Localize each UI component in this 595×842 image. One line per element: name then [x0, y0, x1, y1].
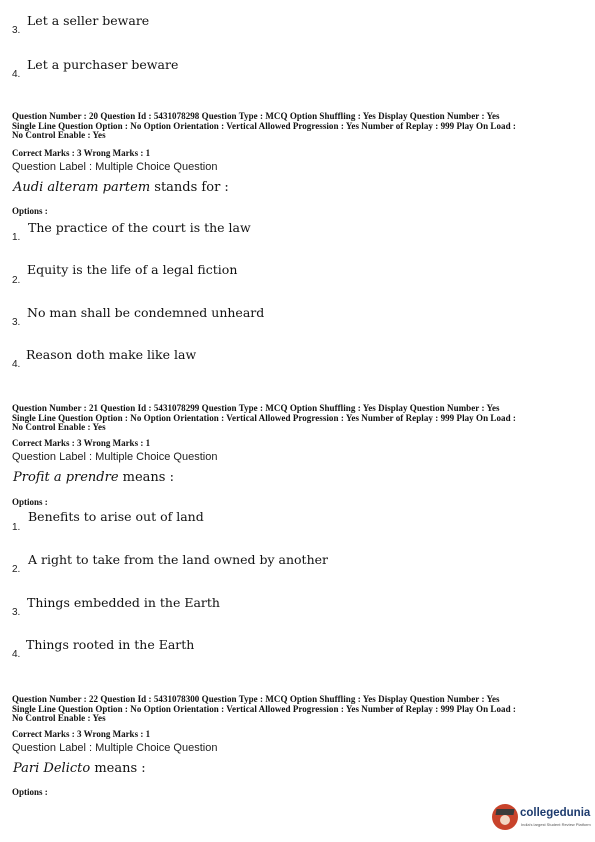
option-text[interactable]: No man shall be condemned unheard: [27, 305, 265, 320]
option-number: 1.: [12, 232, 21, 243]
marks-info: Correct Marks : 3 Wrong Marks : 1: [12, 729, 151, 739]
options-heading: Options :: [12, 497, 48, 507]
question-text: Pari Delicto means :: [13, 761, 146, 776]
question-text: Profit a prendre means :: [13, 470, 174, 485]
question-label: Question Label : Multiple Choice Question: [12, 161, 218, 173]
logo-name: collegedunia: [520, 807, 591, 819]
option-text[interactable]: Reason doth make like law: [26, 347, 197, 362]
option-number: 1.: [12, 522, 21, 533]
option-number: 4.: [12, 69, 21, 80]
question-label: Question Label : Multiple Choice Question: [12, 451, 218, 463]
question-metadata: Question Number : 20 Question Id : 5431078298 Question Type : MCQ Option Shuffling : Yes Display Question Number : Yes Single Line Question Option : No Option Orientation : Vertical Allowed Progression : Yes Number of Replay : 999 Play On Load : No Control Enable : Yes: [12, 111, 516, 140]
option-text[interactable]: The practice of the court is the law: [28, 220, 251, 235]
option-number: 3.: [12, 607, 21, 618]
option-text[interactable]: Let a seller beware: [27, 13, 150, 28]
option-number: 4.: [12, 359, 21, 370]
question-label: Question Label : Multiple Choice Question: [12, 742, 218, 754]
logo-tagline: India's largest Student Review Platform: [521, 822, 591, 827]
option-text[interactable]: Let a purchaser beware: [27, 57, 179, 72]
option-number: 3.: [12, 317, 21, 328]
option-number: 4.: [12, 649, 21, 660]
marks-info: Correct Marks : 3 Wrong Marks : 1: [12, 148, 151, 158]
option-number: 2.: [12, 564, 21, 575]
option-text[interactable]: Things rooted in the Earth: [26, 637, 195, 652]
option-text[interactable]: Things embedded in the Earth: [27, 595, 220, 610]
option-number: 2.: [12, 275, 21, 286]
options-heading: Options :: [12, 206, 48, 216]
option-text[interactable]: A right to take from the land owned by another: [28, 552, 328, 567]
question-text: Audi alteram partem stands for :: [13, 180, 229, 195]
option-text[interactable]: Benefits to arise out of land: [28, 509, 204, 524]
options-heading: Options :: [12, 787, 48, 797]
marks-info: Correct Marks : 3 Wrong Marks : 1: [12, 438, 151, 448]
collegedunia-logo: [492, 804, 592, 832]
option-text[interactable]: Equity is the life of a legal fiction: [27, 262, 238, 277]
graduate-icon: [492, 804, 518, 830]
question-metadata: Question Number : 21 Question Id : 5431078299 Question Type : MCQ Option Shuffling : Yes Display Question Number : Yes Single Line Question Option : No Option Orientation : Vertical Allowed Progression : Yes Number of Replay : 999 Play On Load : No Control Enable : Yes: [12, 403, 516, 432]
option-number: 3.: [12, 25, 21, 36]
question-metadata: Question Number : 22 Question Id : 5431078300 Question Type : MCQ Option Shuffling : Yes Display Question Number : Yes Single Line Question Option : No Option Orientation : Vertical Allowed Progression : Yes Number of Replay : 999 Play On Load : No Control Enable : Yes: [12, 694, 516, 723]
